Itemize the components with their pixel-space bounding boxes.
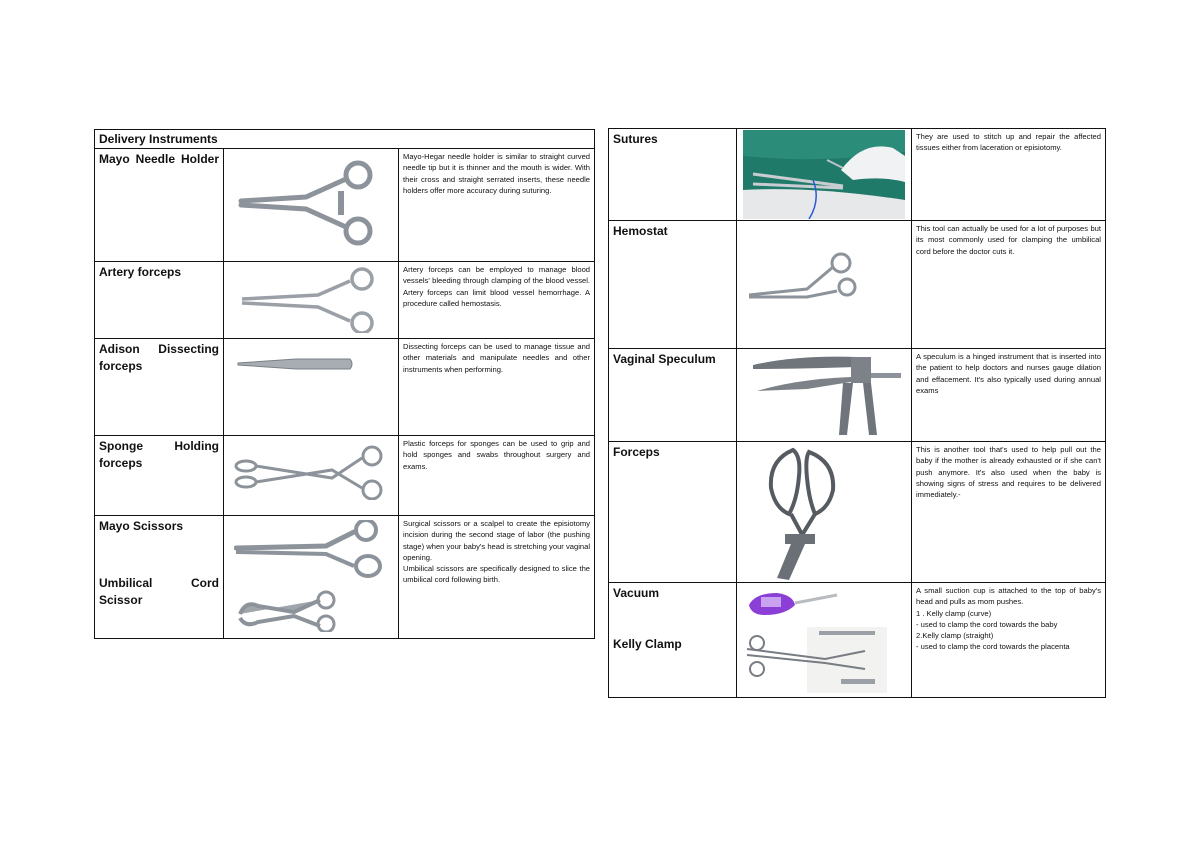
vaginal-speculum-image [737, 349, 912, 442]
instrument-description: A speculum is a hinged instrument that is inserted into the patient to help doctors and nurses gauge dilation and effacement. It's also typically used during annual exams [916, 352, 1101, 395]
table-title: Delivery Instruments [95, 130, 595, 149]
instrument-name: Sutures [613, 132, 658, 146]
instrument-description: Surgical scissors or a scalpel to create the episiotomy incision during the second stage of labor (the pushing stage) when your baby's head is stretching your vaginal opening. [403, 519, 591, 562]
delivery-instruments-table [94, 129, 595, 639]
instrument-name: Artery forceps [99, 265, 182, 279]
instrument-name-2: Kelly Clamp [613, 637, 682, 651]
scissors-image [224, 516, 399, 639]
instrument-name: Vaginal Speculum [613, 352, 716, 366]
table-row [609, 221, 1106, 349]
instrument-description-line: 2.Kelly clamp (straight) [916, 631, 994, 641]
adison-dissecting-forceps-image [224, 339, 399, 436]
instrument-description: Dissecting forceps can be used to manage tissue and other materials and manipulate needles and other instruments when performing. [403, 342, 591, 374]
instrument-name: Hemostat [613, 224, 668, 238]
table-row [609, 349, 1106, 442]
obstetric-forceps-image [737, 442, 912, 583]
instrument-description-line: - used to clamp the cord towards the placenta [916, 642, 1070, 652]
instrument-description-line: 1 . Kelly clamp (curve) [916, 608, 992, 618]
instrument-description-line: - used to clamp the cord towards the baby [916, 619, 1058, 629]
table-row [95, 339, 595, 436]
table-row [95, 149, 595, 262]
table-row [609, 442, 1106, 583]
instrument-description: This tool can actually be used for a lot of purposes but its most commonly used for clamping the umbilical cord before the doctor cuts it. [916, 224, 1101, 256]
instrument-name: Sponge Holding forceps [99, 439, 219, 470]
instrument-name: Forceps [613, 445, 660, 459]
instrument-name-2: Umbilical Cord Scissor [99, 576, 219, 607]
table-row [95, 516, 595, 639]
instrument-description: They are used to stitch up and repair the affected tissues either from laceration or episiotomy. [916, 132, 1101, 153]
mayo-needle-holder-image [224, 149, 399, 262]
table-row [95, 436, 595, 516]
instrument-name: Adison Dissecting forceps [99, 342, 219, 373]
instrument-name: Mayo Scissors [99, 519, 184, 533]
table-row [609, 129, 1106, 221]
instrument-name: Mayo Needle Holder [99, 152, 219, 166]
artery-forceps-image [224, 262, 399, 339]
table-row [95, 262, 595, 339]
sponge-holding-forceps-image [224, 436, 399, 516]
instrument-description: Mayo-Hegar needle holder is similar to straight curved needle tip but it is thinner and the mouth is wider. With their cross and straight serrated inserts, these needle holders offer more accuracy during suturing. [403, 152, 591, 195]
instrument-name: Vacuum [613, 586, 660, 600]
vacuum-and-kelly-clamp-image [737, 583, 912, 698]
instrument-description: This is another tool that's used to help pull out the baby if the mother is already exhausted or if she can't push anymore. It's also used when the baby is showing signs of stress and requires to be delivered immediately.- [916, 445, 1101, 500]
sutures-photo [737, 129, 912, 221]
instrument-description-2: Umbilical scissors are specifically designed to slice the umbilical cord following birth. [403, 564, 591, 585]
instrument-description: Plastic forceps for sponges can be used to grip and hold sponges and swabs throughout surgery and exams. [403, 439, 591, 471]
hemostat-image [737, 221, 912, 349]
instrument-description: Artery forceps can be employed to manage blood vessels' bleeding through clamping of the blood vessel. Artery forceps can limit blood vessel hemorrhage. A procedure called hemostasis. [403, 265, 591, 308]
table-row [609, 583, 1106, 698]
delivery-instruments-table-continued [608, 128, 1106, 698]
instrument-description-line: A small suction cup is attached to the top of baby's head and pulls as mom pushes. [916, 586, 1101, 607]
